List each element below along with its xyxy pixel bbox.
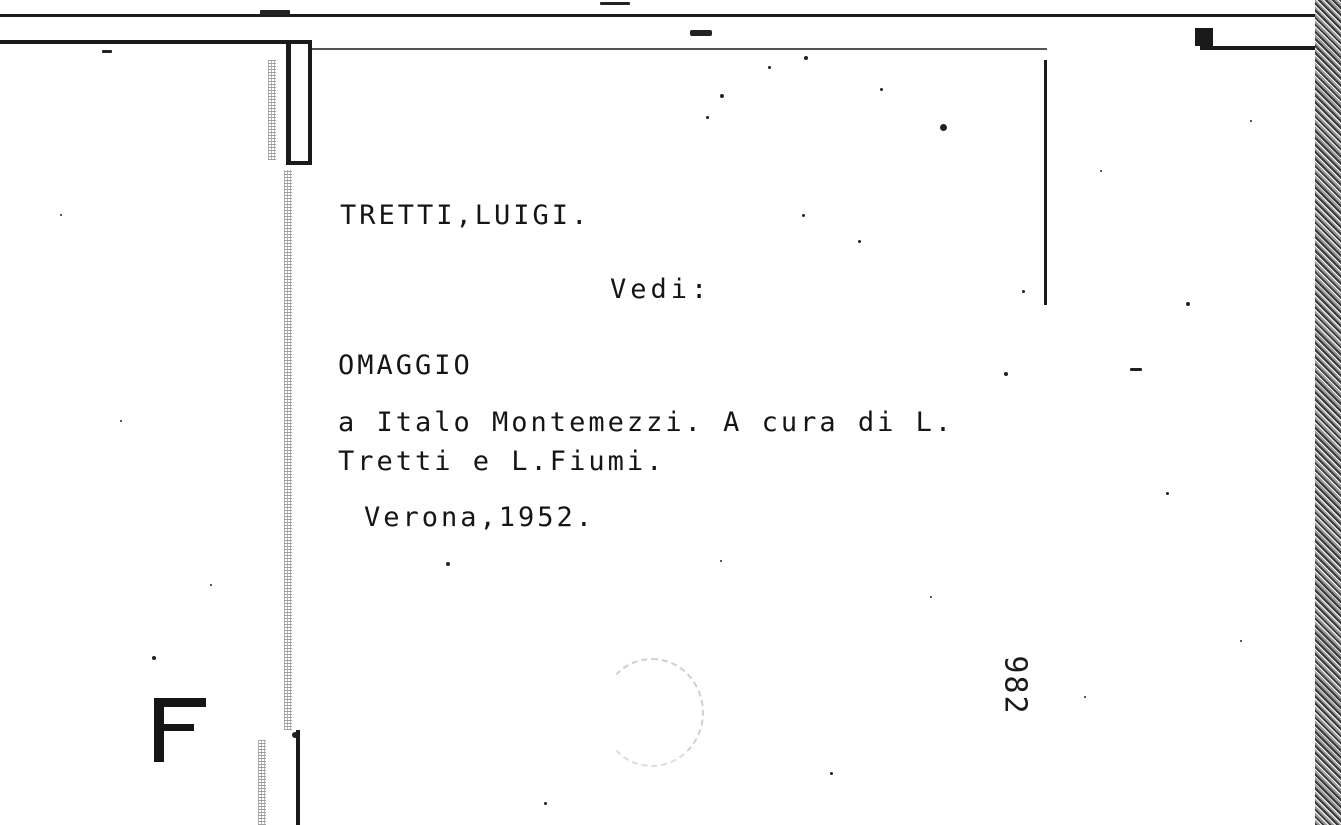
speck	[1186, 302, 1190, 306]
speck	[152, 656, 156, 660]
rotated-shelf-number: 982	[997, 655, 1033, 716]
speck	[720, 94, 724, 98]
speck	[830, 772, 833, 775]
left-edge-texture	[268, 60, 276, 160]
scanner-border-right	[1315, 0, 1341, 825]
speck	[210, 584, 212, 586]
speck	[102, 50, 112, 53]
speck	[802, 214, 805, 217]
speck	[940, 124, 947, 131]
speck	[1100, 170, 1102, 172]
speck	[720, 560, 722, 562]
card-top-tab	[1195, 28, 1213, 46]
circle-stamp-icon	[600, 658, 704, 767]
card-right-edge	[1044, 60, 1047, 305]
speck	[930, 596, 932, 598]
speck	[292, 732, 298, 738]
speck	[120, 420, 122, 422]
card-top-line-left	[0, 40, 312, 44]
speck	[1240, 640, 1242, 642]
speck	[1004, 372, 1008, 376]
speck	[260, 10, 290, 15]
speck	[446, 562, 450, 566]
left-edge-texture-lower	[284, 170, 292, 730]
imprint-line: Verona,1952.	[364, 502, 596, 533]
title-entry: OMAGGIO	[338, 350, 473, 381]
speck	[690, 30, 712, 36]
card-top-line-mid	[312, 48, 1047, 50]
left-tab-vertical-inner	[308, 40, 312, 165]
top-edge-line	[0, 14, 1318, 17]
left-tab-bottom	[286, 161, 312, 165]
description-line-1: a Italo Montemezzi. A cura di L.	[338, 407, 955, 438]
speck	[600, 2, 630, 5]
left-bottom-texture	[258, 740, 266, 825]
description-line-2: Tretti e L.Fiumi.	[338, 446, 666, 477]
speck	[804, 56, 808, 60]
left-lower-vertical	[296, 730, 300, 825]
speck	[880, 88, 883, 91]
speck	[1250, 120, 1252, 122]
speck	[544, 802, 547, 805]
speck	[1130, 368, 1142, 371]
left-tab-vertical-outer	[286, 40, 291, 165]
speck	[60, 214, 62, 216]
speck	[1022, 290, 1025, 293]
speck	[1084, 696, 1086, 698]
speck	[706, 116, 709, 119]
letter-f-mark	[150, 694, 210, 766]
card-top-line-right	[1200, 46, 1318, 50]
author-heading: TRETTI,LUIGI.	[340, 200, 591, 231]
speck	[768, 66, 771, 69]
speck	[1166, 492, 1169, 495]
see-reference-label: Vedi:	[610, 274, 712, 305]
speck	[858, 240, 861, 243]
